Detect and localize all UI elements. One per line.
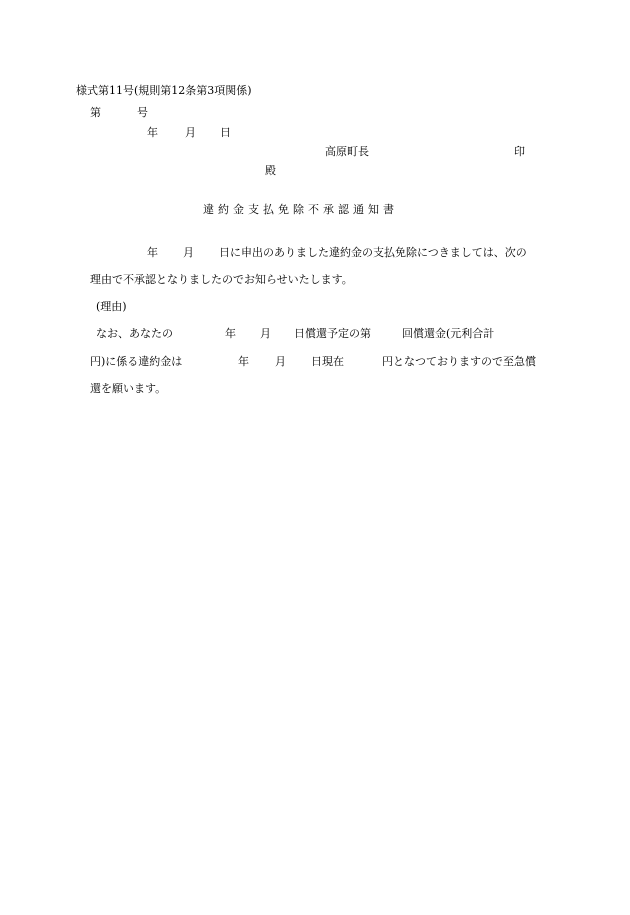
closing-line2-end: 円となつておりますので至急償: [382, 355, 536, 368]
body-line1-text: 日に申出のありました違約金の支払免除につきましては、次の: [219, 246, 527, 259]
closing-line3: 還を願います。: [90, 382, 167, 395]
sender-mayor: 高原町長: [325, 145, 369, 158]
form-number: 様式第11号(規則第12条第3項関係): [76, 84, 252, 97]
body-line1-year: 年: [147, 246, 158, 259]
body-line2-text: 理由で不承認となりましたのでお知らせいたします。: [90, 273, 353, 286]
body-line1-month: 月: [183, 246, 194, 259]
closing-line2-year: 年: [238, 355, 249, 368]
date-day: 日: [220, 126, 231, 139]
closing-line1-end: 回償還金(元利合計: [402, 327, 495, 340]
document-number-go: 号: [137, 106, 148, 119]
date-month: 月: [185, 126, 196, 139]
addressee-suffix: 殿: [265, 164, 276, 177]
document-title: 違約金支払免除不承認通知書: [203, 203, 398, 216]
closing-line1-month: 月: [260, 327, 271, 340]
closing-line1-start: なお、あなたの: [96, 327, 173, 340]
closing-line2-start: 円)に係る違約金は: [90, 355, 183, 368]
document-number-dai: 第: [90, 106, 101, 119]
closing-line2-day: 日現在: [311, 355, 344, 368]
date-year: 年: [147, 126, 158, 139]
reason-label: (理由): [96, 300, 127, 313]
closing-line2-month: 月: [275, 355, 286, 368]
seal-mark: 印: [514, 145, 525, 158]
closing-line1-day: 日償還予定の第: [294, 327, 371, 340]
closing-line1-year: 年: [225, 327, 236, 340]
